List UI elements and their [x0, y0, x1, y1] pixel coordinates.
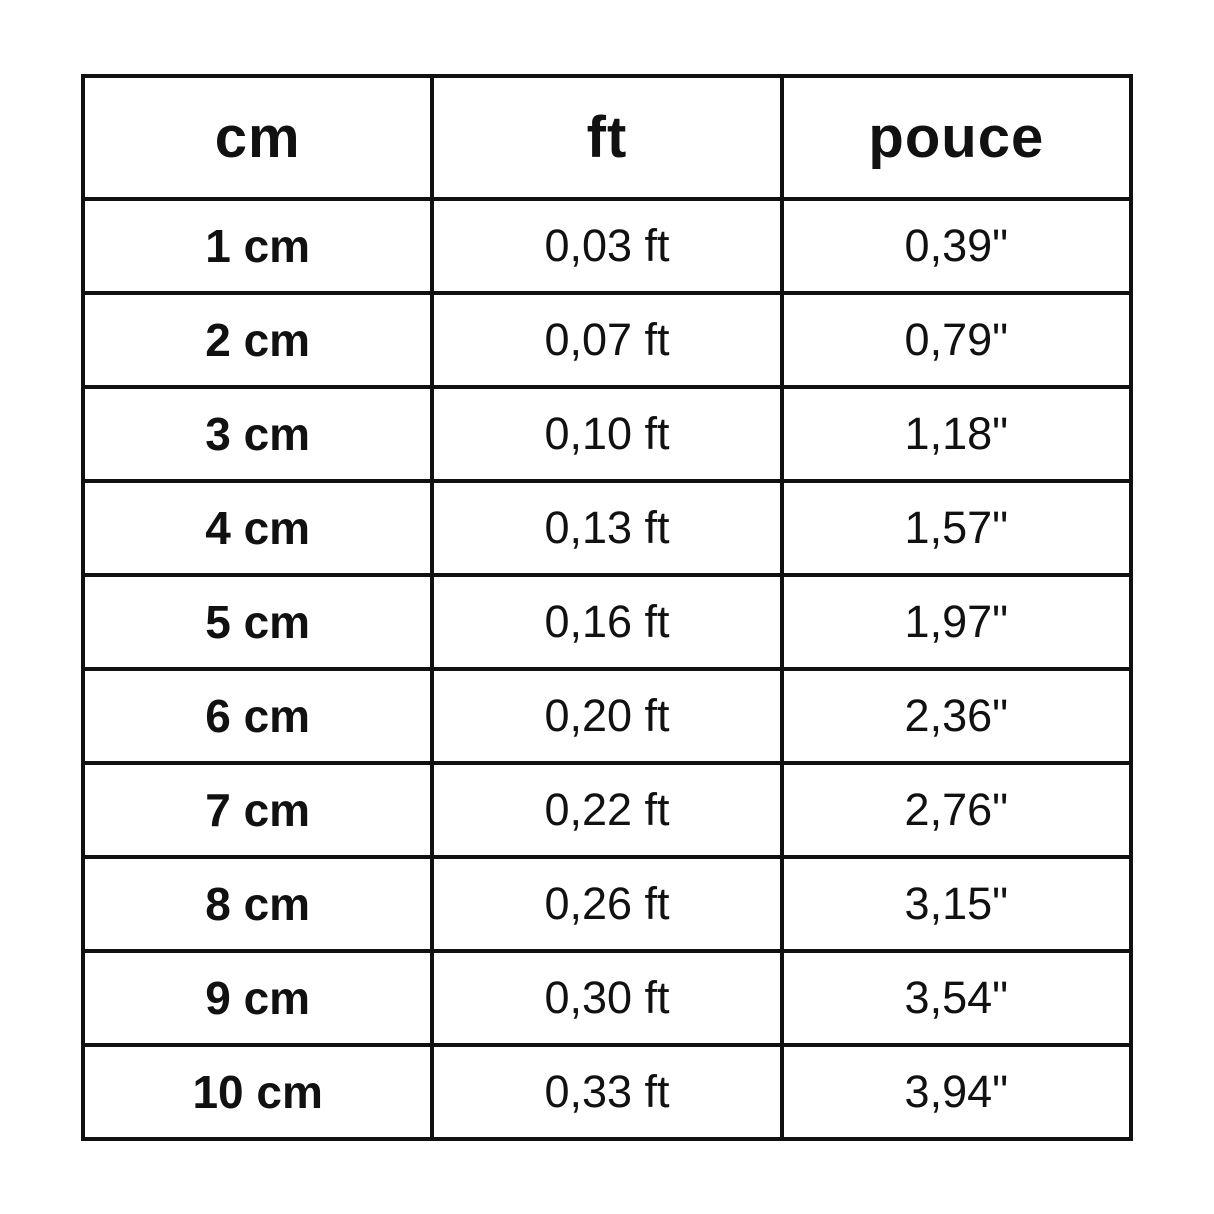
cell-ft: 0,26 ft	[432, 857, 781, 951]
header-pouce: pouce	[782, 76, 1131, 199]
cell-ft: 0,20 ft	[432, 669, 781, 763]
cell-pouce: 1,97"	[782, 575, 1131, 669]
cell-pouce: 2,76"	[782, 763, 1131, 857]
cell-ft: 0,07 ft	[432, 293, 781, 387]
cell-pouce: 0,79"	[782, 293, 1131, 387]
header-ft: ft	[432, 76, 781, 199]
cell-ft: 0,13 ft	[432, 481, 781, 575]
table-row	[83, 293, 1131, 387]
cell-cm: 8 cm	[83, 857, 432, 951]
table-row	[83, 857, 1131, 951]
cell-pouce: 2,36"	[782, 669, 1131, 763]
header-cm: cm	[83, 76, 432, 199]
cell-cm: 4 cm	[83, 481, 432, 575]
cell-cm: 10 cm	[83, 1045, 432, 1139]
cell-ft: 0,22 ft	[432, 763, 781, 857]
cell-cm: 2 cm	[83, 293, 432, 387]
table-row	[83, 763, 1131, 857]
cell-ft: 0,33 ft	[432, 1045, 781, 1139]
table-row	[83, 199, 1131, 293]
cell-pouce: 1,57"	[782, 481, 1131, 575]
cell-pouce: 1,18"	[782, 387, 1131, 481]
table-row	[83, 1045, 1131, 1139]
cell-ft: 0,30 ft	[432, 951, 781, 1045]
cell-ft: 0,16 ft	[432, 575, 781, 669]
table-row	[83, 481, 1131, 575]
cell-cm: 1 cm	[83, 199, 432, 293]
cell-pouce: 3,54"	[782, 951, 1131, 1045]
table-row	[83, 575, 1131, 669]
cell-cm: 5 cm	[83, 575, 432, 669]
cell-pouce: 0,39"	[782, 199, 1131, 293]
cell-pouce: 3,94"	[782, 1045, 1131, 1139]
table-row	[83, 951, 1131, 1045]
cell-cm: 7 cm	[83, 763, 432, 857]
cell-cm: 9 cm	[83, 951, 432, 1045]
table-row	[83, 387, 1131, 481]
cell-pouce: 3,15"	[782, 857, 1131, 951]
table-header-row	[83, 76, 1131, 199]
cell-cm: 3 cm	[83, 387, 432, 481]
table-row	[83, 669, 1131, 763]
table-body	[83, 199, 1131, 1139]
cm-ft-pouce-conversion-table	[81, 74, 1133, 1141]
cell-cm: 6 cm	[83, 669, 432, 763]
cell-ft: 0,10 ft	[432, 387, 781, 481]
cell-ft: 0,03 ft	[432, 199, 781, 293]
